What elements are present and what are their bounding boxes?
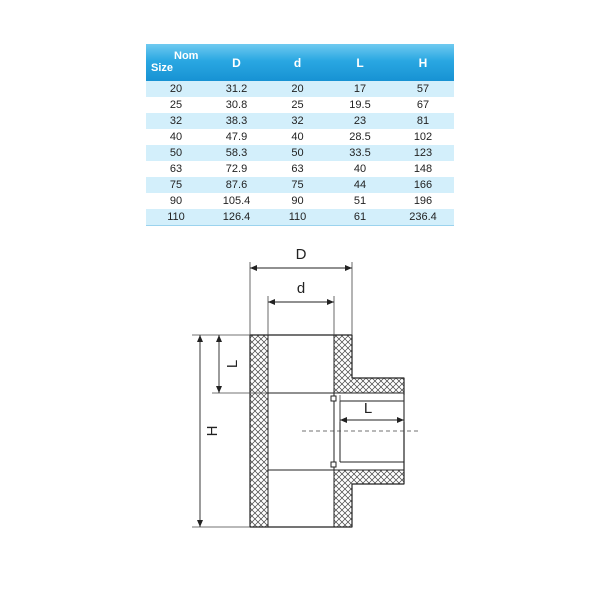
table-cell: 75 — [267, 177, 328, 193]
table-cell: 19.5 — [328, 97, 392, 113]
column-header-H: H — [392, 44, 454, 81]
table-cell: 63 — [146, 161, 206, 177]
table-cell: 17 — [328, 81, 392, 97]
table-cell: 51 — [328, 193, 392, 209]
table-cell: 75 — [146, 177, 206, 193]
left-wall — [250, 335, 268, 527]
right-wall-upper — [334, 335, 404, 393]
table-cell: 50 — [146, 145, 206, 161]
right-wall-lower — [334, 470, 404, 527]
table-cell: 40 — [267, 129, 328, 145]
table-cell: 32 — [267, 113, 328, 129]
table-cell: 81 — [392, 113, 454, 129]
table-cell: 63 — [267, 161, 328, 177]
table-cell: 58.3 — [206, 145, 267, 161]
table-cell: 28.5 — [328, 129, 392, 145]
table-cell: 67 — [392, 97, 454, 113]
table-cell: 105.4 — [206, 193, 267, 209]
table-cell: 40 — [328, 161, 392, 177]
table-cell: 47.9 — [206, 129, 267, 145]
table-cell: 236.4 — [392, 209, 454, 225]
table-cell: 123 — [392, 145, 454, 161]
table-cell: 50 — [267, 145, 328, 161]
table-cell: 102 — [392, 129, 454, 145]
column-header-d: d — [267, 44, 328, 81]
table-cell: 61 — [328, 209, 392, 225]
table-cell: 33.5 — [328, 145, 392, 161]
table-cell: 72.9 — [206, 161, 267, 177]
table-cell: 196 — [392, 193, 454, 209]
bore-outline — [268, 393, 404, 470]
table-cell: 148 — [392, 161, 454, 177]
column-header-L: L — [328, 44, 392, 81]
table-cell: 57 — [392, 81, 454, 97]
nom-label: Nom — [174, 50, 199, 62]
table-cell: 25 — [267, 97, 328, 113]
label-height: H — [204, 425, 221, 437]
table-cell: 126.4 — [206, 209, 267, 225]
table-cell: 110 — [146, 209, 206, 225]
table-cell: 30.8 — [206, 97, 267, 113]
table-cell: 44 — [328, 177, 392, 193]
table-cell: 87.6 — [206, 177, 267, 193]
table-cell: 20 — [146, 81, 206, 97]
table-cell: 20 — [267, 81, 328, 97]
table-cell: 31.2 — [206, 81, 267, 97]
size-label: Size — [151, 62, 174, 74]
table-cell: 25 — [146, 97, 206, 113]
label-socket-depth-branch: L — [363, 400, 373, 417]
table-cell: 38.3 — [206, 113, 267, 129]
table-cell: 23 — [328, 113, 392, 129]
label-outer-diameter: D — [295, 246, 307, 263]
table-cell: 40 — [146, 129, 206, 145]
label-inner-diameter: d — [296, 280, 306, 297]
table-cell: 110 — [267, 209, 328, 225]
table-cell: 32 — [146, 113, 206, 129]
label-socket-depth-vertical: L — [224, 359, 241, 369]
table-cell: 90 — [146, 193, 206, 209]
dimension-lines — [197, 265, 404, 527]
table-cell: 166 — [392, 177, 454, 193]
column-header-D: D — [206, 44, 267, 81]
table-cell: 90 — [267, 193, 328, 209]
